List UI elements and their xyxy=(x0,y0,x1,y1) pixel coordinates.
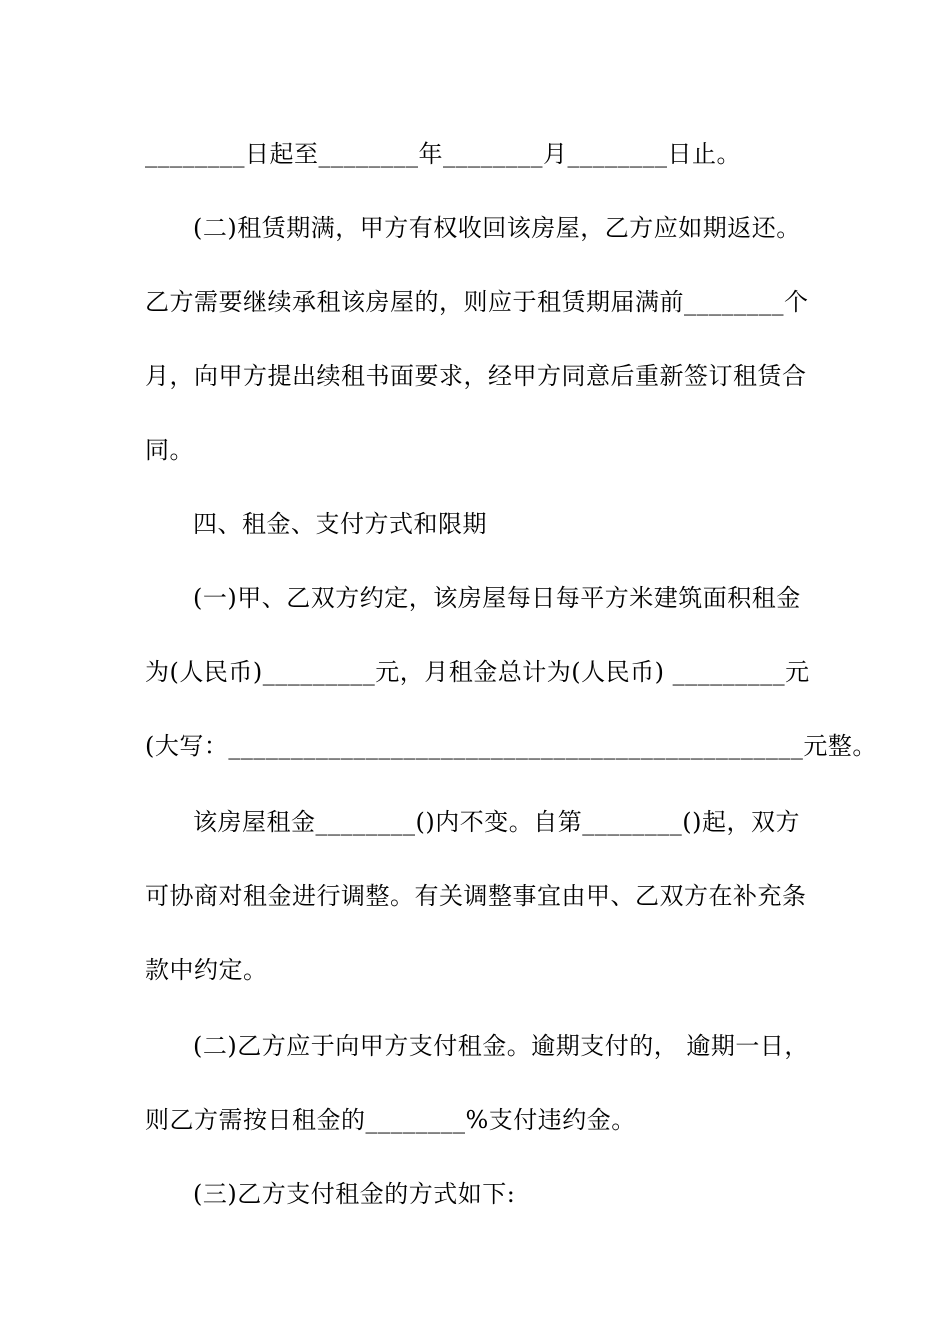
text-line: 则乙方需按日租金的________%支付违约金。 xyxy=(145,1106,636,1134)
text-line: (二)租赁期满，甲方有权收回该房屋，乙方应如期返还。 xyxy=(193,214,801,242)
text-line: 月，向甲方提出续租书面要求，经甲方同意后重新签订租赁合 xyxy=(145,362,807,390)
text-line: (大写：______________________________________________元整。 xyxy=(145,732,877,760)
section-heading: 四、租金、支付方式和限期 xyxy=(193,510,487,538)
text-line: (三)乙方支付租金的方式如下: xyxy=(193,1180,516,1208)
text-line: 同。 xyxy=(145,436,194,464)
text-line: 该房屋租金________()内不变。自第________()起，双方 xyxy=(193,808,800,836)
text-line: 可协商对租金进行调整。有关调整事宜由甲、乙双方在补充条 xyxy=(145,882,807,910)
text-line: (二)乙方应于向甲方支付租金。逾期支付的， 逾期一日， xyxy=(193,1032,809,1060)
text-line: ________日起至________年________月________日止。 xyxy=(145,140,741,168)
text-line: 为(人民币)_________元，月租金总计为(人民币) _________元 xyxy=(145,658,810,686)
text-line: (一)甲、乙双方约定，该房屋每日每平方米建筑面积租金 xyxy=(193,584,801,612)
text-line: 乙方需要继续承租该房屋的，则应于租赁期届满前________个 xyxy=(145,288,809,316)
text-line: 款中约定。 xyxy=(145,956,268,984)
